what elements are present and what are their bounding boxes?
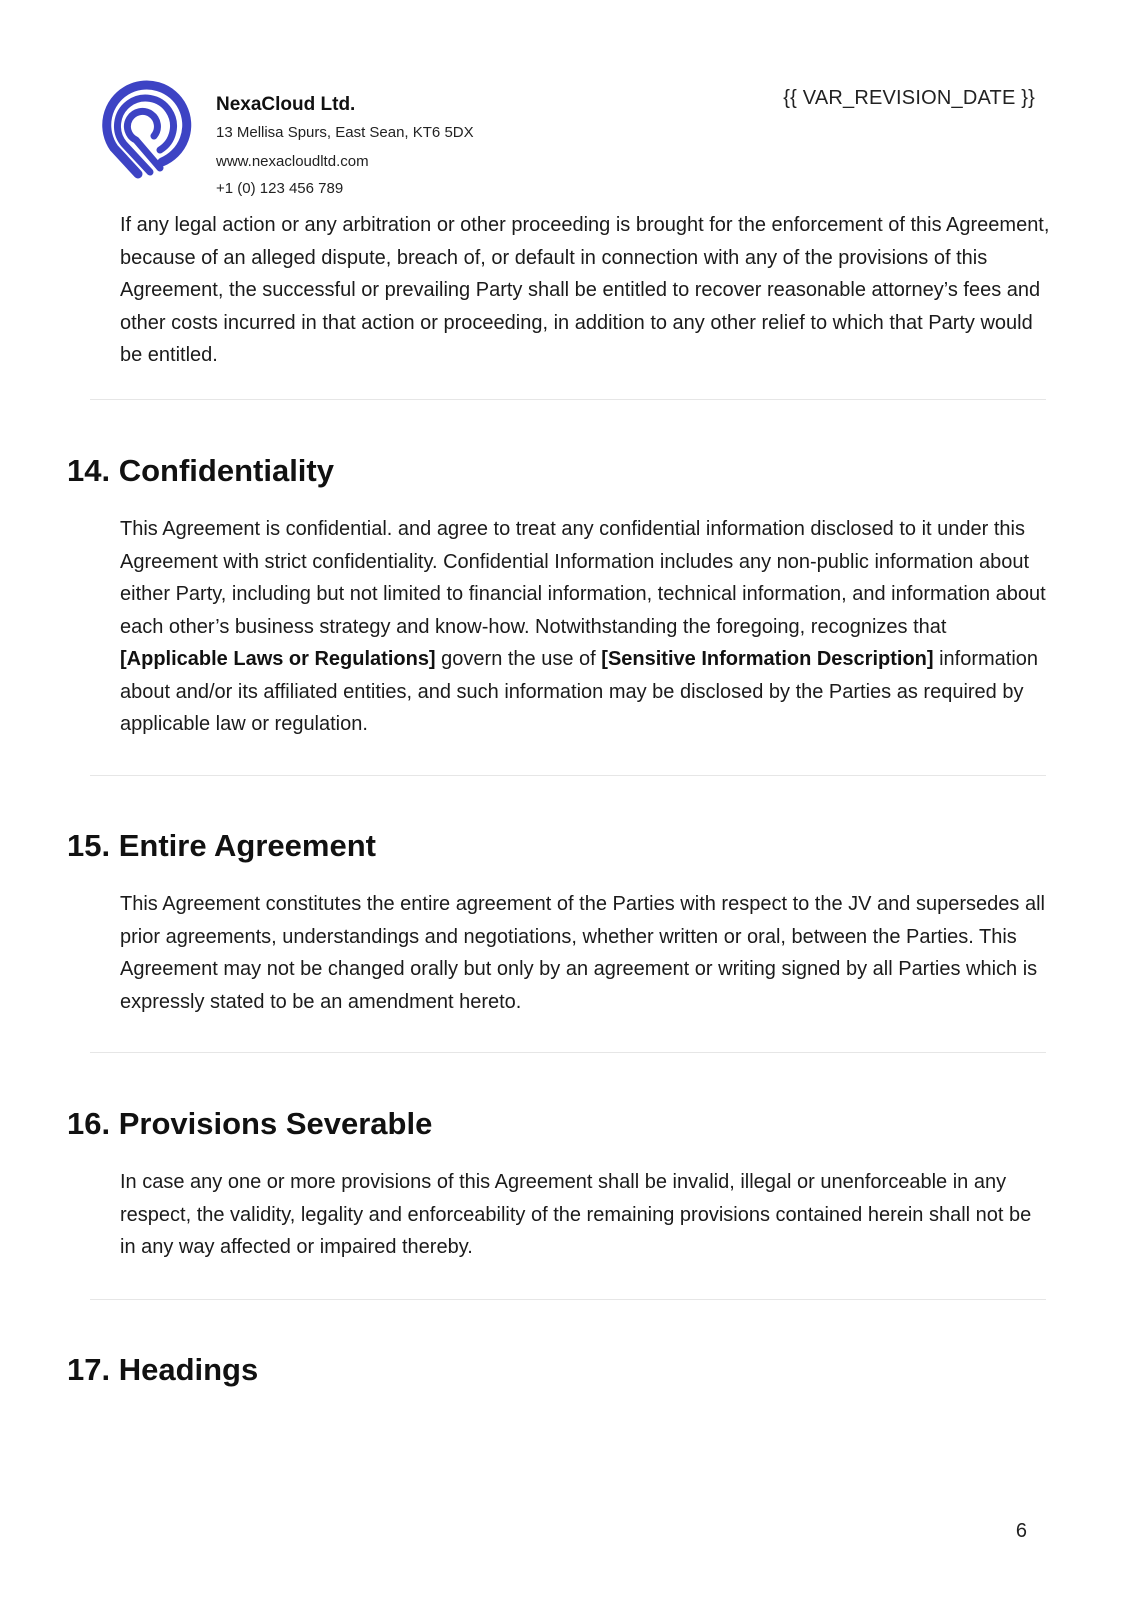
company-website: www.nexacloudltd.com <box>216 153 369 170</box>
nexacloud-logo-icon <box>100 78 194 180</box>
divider <box>90 399 1046 400</box>
company-address: 13 Mellisa Spurs, East Sean, KT6 5DX <box>216 124 474 141</box>
section-heading-headings: 17. Headings <box>67 1352 259 1387</box>
law-placeholder: [Applicable Laws or Regulations] <box>120 648 436 670</box>
section-text-entire-agreement: This Agreement constitutes the entire agreement of the Parties with respect to the JV and supersedes all prior agreements, understandings and negotiations, whether written or oral, between the Parties. This Agreement may not be changed orally but only by an agreement or writing signed by all Parties which is expressly stated to be an amendment hereto. <box>120 893 1045 1013</box>
revision-date: {{ VAR_REVISION_DATE }} <box>783 87 1035 109</box>
divider <box>90 775 1046 776</box>
section-heading-provisions-severable: 16. Provisions Severable <box>67 1106 433 1141</box>
intro-paragraph: If any legal action or any arbitration or other proceeding is brought for the enforcement of this Agreement, because of an alleged dispute, breach of, or default in connection with any of the provisions of this Agreement, the successful or prevailing Party shall be entitled to recover reasonable attorney’s fees and other costs incurred in that action or proceeding, in addition to any other relief to which that Party would be entitled. <box>120 214 1050 366</box>
divider <box>90 1299 1046 1300</box>
company-info <box>216 93 474 199</box>
divider <box>90 1052 1046 1053</box>
info-placeholder: [Sensitive Information Description] <box>601 648 934 670</box>
section-text-confidentiality: This Agreement is confidential. and agree to treat any confidential information disclosed to it under this Agreement with strict confidentiality. Confidential Information includes any non-public information about either Party, including but not limited to financial information, technical information, and information about each other’s business strategy and know-how. Notwithstanding the foregoing, recognizes that [Applicable Laws or Regulations] govern the use of [Sensitive Information Description] information about and/or its affiliated entities, and such information may be disclosed by the Parties as required by applicable law or regulation. <box>120 518 1046 735</box>
section-heading-entire-agreement: 15. Entire Agreement <box>67 828 376 863</box>
section-text-provisions-severable: In case any one or more provisions of this Agreement shall be invalid, illegal or unenforceable in any respect, the validity, legality and enforceability of the remaining provisions contained herein shall not be in any way affected or impaired thereby. <box>120 1171 1032 1258</box>
company-name: NexaCloud Ltd. <box>216 94 356 115</box>
page-number: 6 <box>1015 1520 1027 1542</box>
company-phone: +1 (0) 123 456 789 <box>216 180 344 197</box>
section-heading-confidentiality: 14. Confidentiality <box>67 453 334 488</box>
